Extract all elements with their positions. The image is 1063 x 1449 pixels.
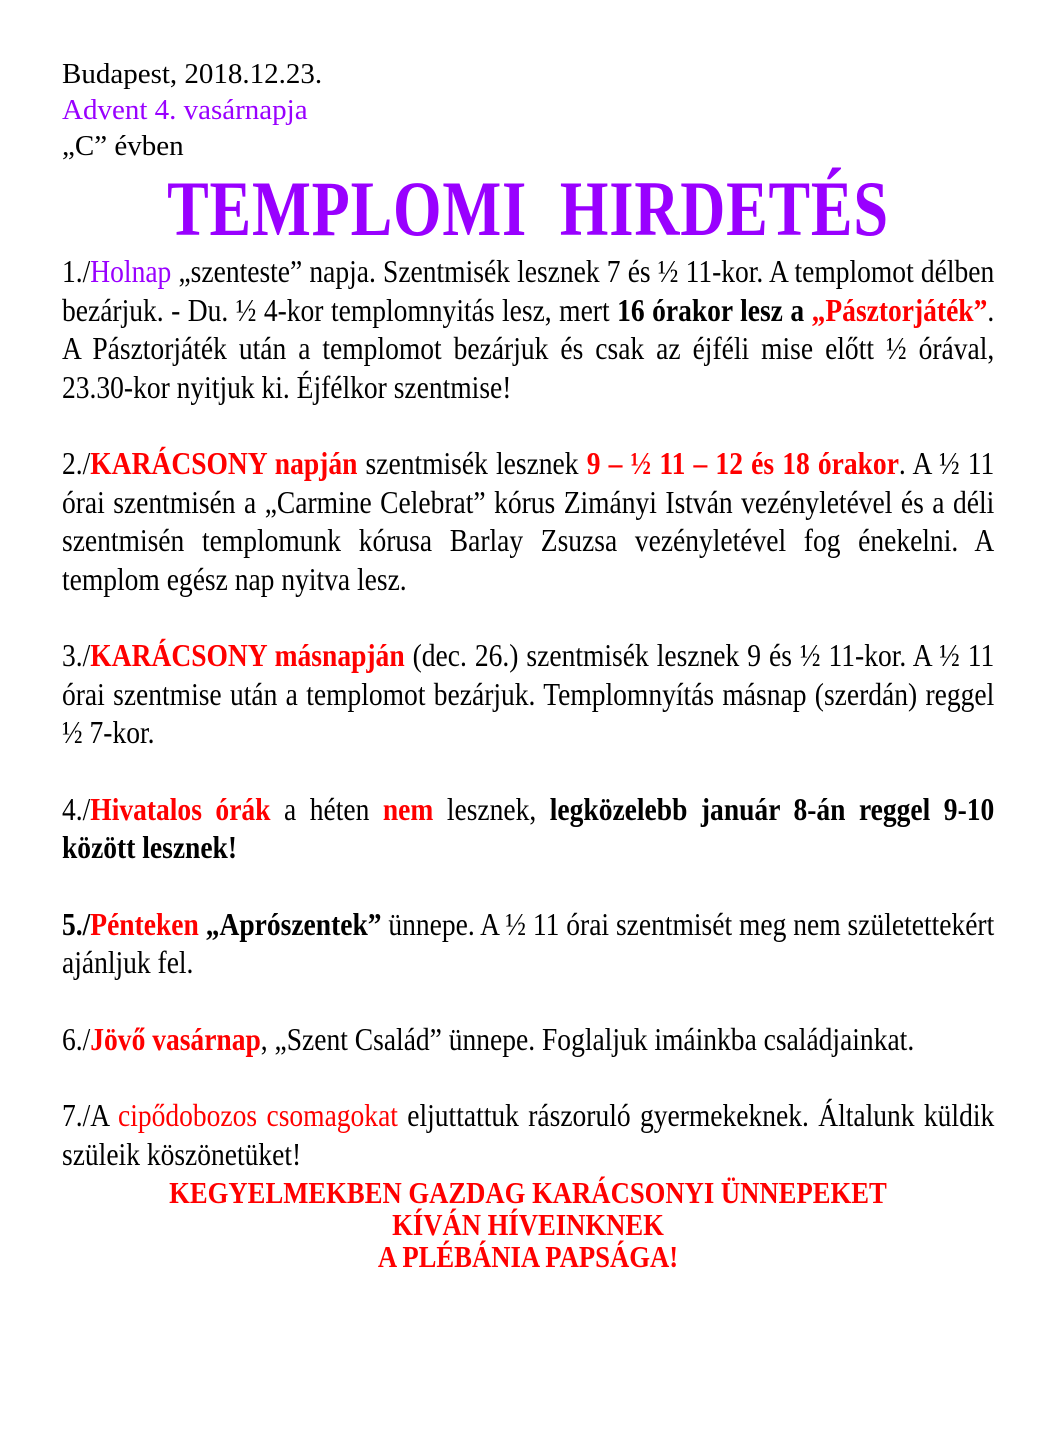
item-bold-text: 16 órakor lesz a [617, 291, 812, 328]
item-text: eljuttattuk rászoruló gyermekeknek. Általunk küldik szüleik köszönetüket! [62, 1097, 995, 1172]
item-text: lesznek, [433, 790, 550, 827]
item-highlight: KARÁCSONY másnapján [90, 637, 405, 673]
item-text: ünnepe. A ½ 11 órai szentmisét meg nem születettekért ajánljuk fel. [62, 905, 995, 980]
item-number: 1./ [62, 253, 91, 289]
item-text: a héten [270, 790, 383, 827]
closing-line-1: KEGYELMEKBEN GAZDAG KARÁCSONYI ÜNNEPEKET [169, 1175, 887, 1210]
item-bold-text: „Aprószentek” [205, 905, 382, 942]
announcement-item-3 [62, 636, 994, 752]
item-bold-text: legközelebb január 8-án reggel 9-10 között lesznek! [62, 790, 995, 865]
item-number: 5./ [62, 905, 91, 942]
announcement-item-7 [62, 1096, 994, 1173]
item-number: 4./ [62, 790, 91, 827]
item-highlight: Pénteken [90, 905, 199, 942]
announcement-list [62, 252, 994, 1173]
item-text: . A Pásztorjáték után a templomot bezárjuk és csak az éjféli mise előtt ½ órával, 23.30-kor nyitjuk ki. Éjfélkor szentmise! [62, 291, 995, 405]
item-number: 2./ [62, 445, 91, 481]
item-text: szentmisék lesznek [357, 445, 587, 481]
spacer [62, 752, 994, 790]
item-highlight: „Pásztorjáték” [811, 291, 988, 328]
closing-greeting [127, 1177, 929, 1273]
occasion-line: Advent 4. vasárnapja [62, 94, 308, 126]
year-cycle-line: „C” évben [62, 130, 184, 162]
spacer [62, 982, 994, 1020]
spacer [62, 1058, 994, 1096]
closing-line-2: KÍVÁN HÍVEINKNEK [392, 1207, 664, 1242]
announcement-item-4 [62, 790, 994, 867]
item-highlight: Jövő vasárnap [90, 1020, 261, 1057]
item-number: 6./ [62, 1020, 91, 1057]
item-number: 3./ [62, 637, 91, 673]
announcement-page [62, 56, 994, 1273]
item-highlight: cipődobozos csomagokat [118, 1097, 398, 1133]
spacer [62, 406, 994, 444]
item-text: (dec. 26.) szentmisék lesznek 9 és ½ 11-kor. A ½ 11 órai szentmise után a templomot bezárjuk. Templomnyítás másnap (szerdán) reggel ½ 7-kor. [62, 637, 995, 750]
item-number: 7./A [62, 1097, 119, 1133]
page-title: TEMPLOMI HIRDETÉS [167, 165, 889, 252]
item-text: , „Szent Család” ünnepe. Foglaljuk imáinkba családjainkat. [260, 1020, 915, 1057]
item-highlight: nem [382, 790, 434, 827]
item-text: . A ½ 11 órai szentmisén a „Carmine Celebrat” kórus Zimányi István vezényletével és a déli szentmisén templomunk kórusa Barlay Zsuzsa vezényletével fog énekelni. A templom egész nap nyitva lesz. [62, 445, 995, 597]
spacer [62, 598, 994, 636]
item-text: „szenteste” napja. Szentmisék lesznek 7 és ½ 11-kor. A templomot délben bezárjuk. - Du. ½ 4-kor templomnyitás lesz, mert [62, 253, 995, 328]
item-keyword: Holnap [90, 253, 172, 289]
announcement-item-2 [62, 444, 994, 598]
item-highlight: KARÁCSONY napján [90, 445, 358, 481]
header [62, 56, 994, 164]
closing-line-3: A PLÉBÁNIA PAPSÁGA! [377, 1239, 679, 1274]
item-highlight: 9 – ½ 11 – 12 és 18 órakor [586, 445, 899, 481]
spacer [62, 867, 994, 905]
item-highlight: Hivatalos órák [90, 790, 271, 827]
announcement-item-6 [62, 1020, 994, 1059]
announcement-item-1 [62, 252, 994, 406]
date-line: Budapest, 2018.12.23. [62, 58, 323, 90]
announcement-item-5 [62, 905, 994, 982]
